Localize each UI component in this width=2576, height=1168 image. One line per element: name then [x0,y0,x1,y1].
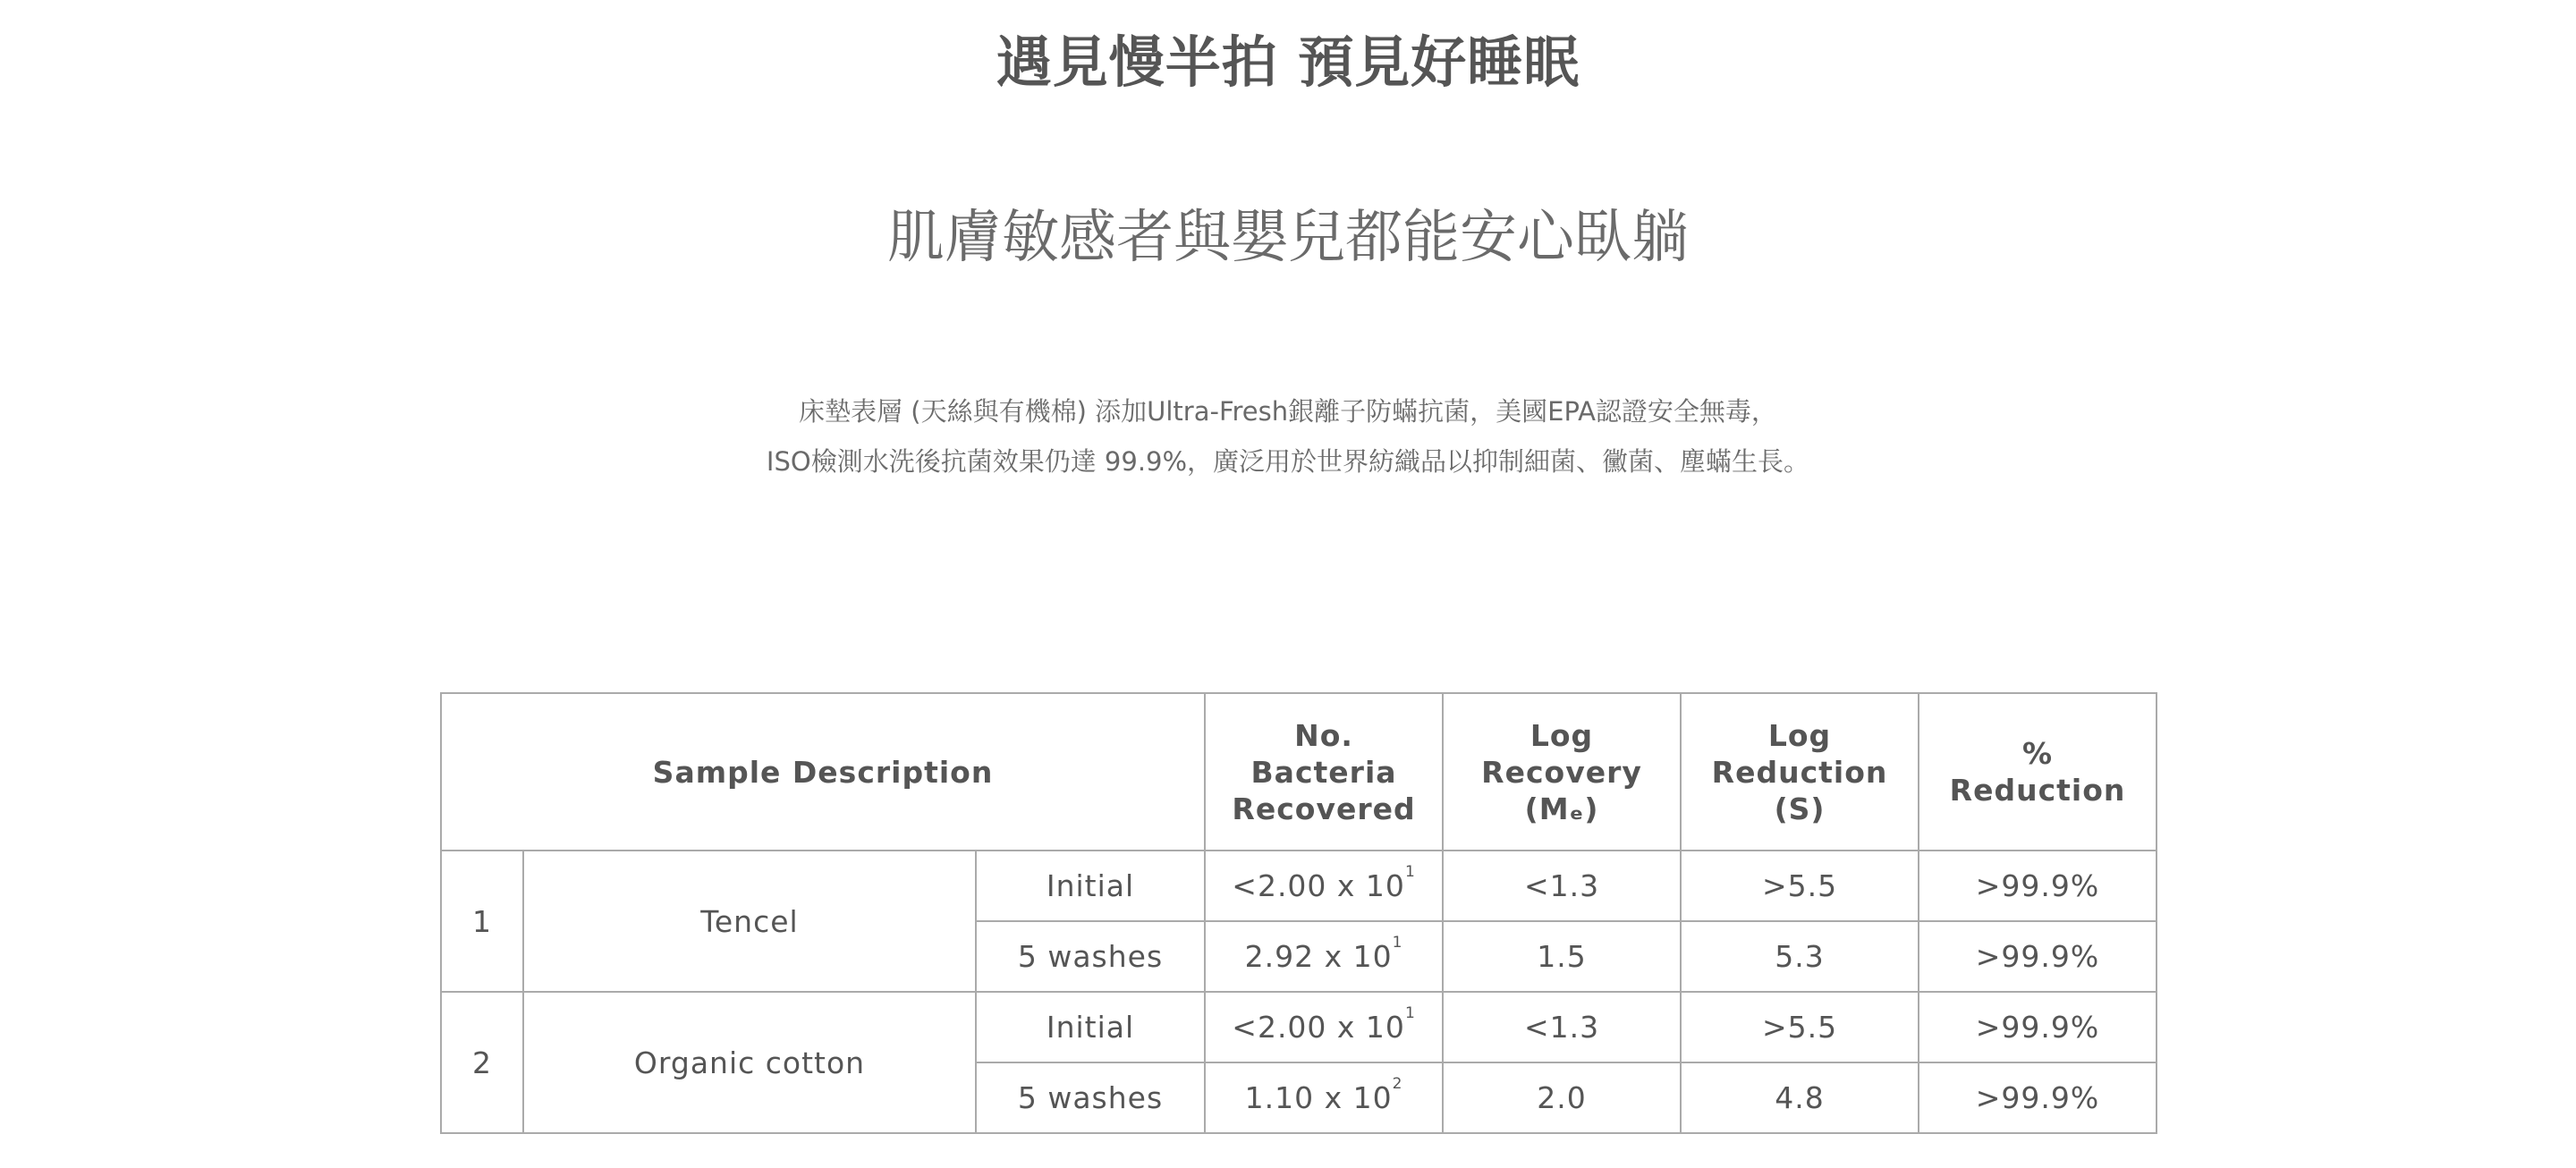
header-log-recovery [1443,693,1681,851]
sample-name: Organic cotton [523,992,976,1133]
table-row [441,992,2157,1062]
header-line: Log [1530,717,1594,753]
bacteria-base: <2.00 x 10 [1232,868,1405,903]
log-recovery-cell: 1.5 [1443,921,1681,992]
log-reduction-cell: 4.8 [1681,1062,1919,1133]
header-log-reduction [1681,693,1919,851]
bacteria-exponent: 1 [1404,863,1416,881]
table-header-row [441,693,2157,851]
header-line: No. [1294,717,1353,753]
page-subheading: 肌膚敏感者與嬰兒都能安心臥躺 [887,205,1689,271]
header-percent-reduction [1919,693,2157,851]
bacteria-exponent: 1 [1404,1004,1416,1022]
percent-reduction-cell: >99.9% [1919,1062,2157,1133]
log-reduction-cell: >5.5 [1681,992,1919,1062]
header-line: Recovered [1232,791,1416,826]
header-line: Bacteria [1250,754,1397,790]
header-line: Reduction [1711,754,1888,790]
condition-cell: 5 washes [976,921,1205,992]
header-line: (S) [1774,791,1826,826]
condition-cell: Initial [976,851,1205,921]
condition-cell: Initial [976,992,1205,1062]
sample-number: 1 [441,851,523,992]
header-sample-description: Sample Description [441,693,1205,851]
description-line: ISO檢測水洗後抗菌效果仍達 99.9%，廣泛用於世界紡織品以抑制細菌、黴菌、塵蟎生長。 [766,446,1810,477]
log-recovery-cell: <1.3 [1443,851,1681,921]
header-line: Recovery [1481,754,1642,790]
bacteria-cell [1205,851,1443,921]
percent-reduction-cell: >99.9% [1919,851,2157,921]
sample-name: Tencel [523,851,976,992]
table-row [441,851,2157,921]
bacteria-exponent: 1 [1392,934,1403,952]
header-line: Log [1767,717,1832,753]
description-paragraph [0,386,2576,487]
header-line: % [2021,736,2054,771]
log-reduction-cell: >5.5 [1681,851,1919,921]
header-line: Reduction [1949,773,2126,808]
antibacterial-results-table [440,692,2157,1134]
description-line: 床墊表層 (天絲與有機棉) 添加Ultra-Fresh銀離子防蟎抗菌，美國EPA認證安全無毒， [799,396,1777,427]
log-reduction-cell: 5.3 [1681,921,1919,992]
bacteria-base: <2.00 x 10 [1232,1010,1405,1045]
header-bacteria-recovered [1205,693,1443,851]
page-heading: 遇見慢半拍 預見好睡眠 [996,30,1580,95]
sample-number: 2 [441,992,523,1133]
bacteria-base: 1.10 x 10 [1244,1080,1393,1115]
header-line: (Mₑ) [1524,791,1599,826]
log-recovery-cell: <1.3 [1443,992,1681,1062]
bacteria-cell [1205,992,1443,1062]
bacteria-base: 2.92 x 10 [1244,939,1393,974]
bacteria-cell [1205,1062,1443,1133]
log-recovery-cell: 2.0 [1443,1062,1681,1133]
percent-reduction-cell: >99.9% [1919,992,2157,1062]
condition-cell: 5 washes [976,1062,1205,1133]
bacteria-exponent: 2 [1392,1075,1403,1093]
percent-reduction-cell: >99.9% [1919,921,2157,992]
bacteria-cell [1205,921,1443,992]
